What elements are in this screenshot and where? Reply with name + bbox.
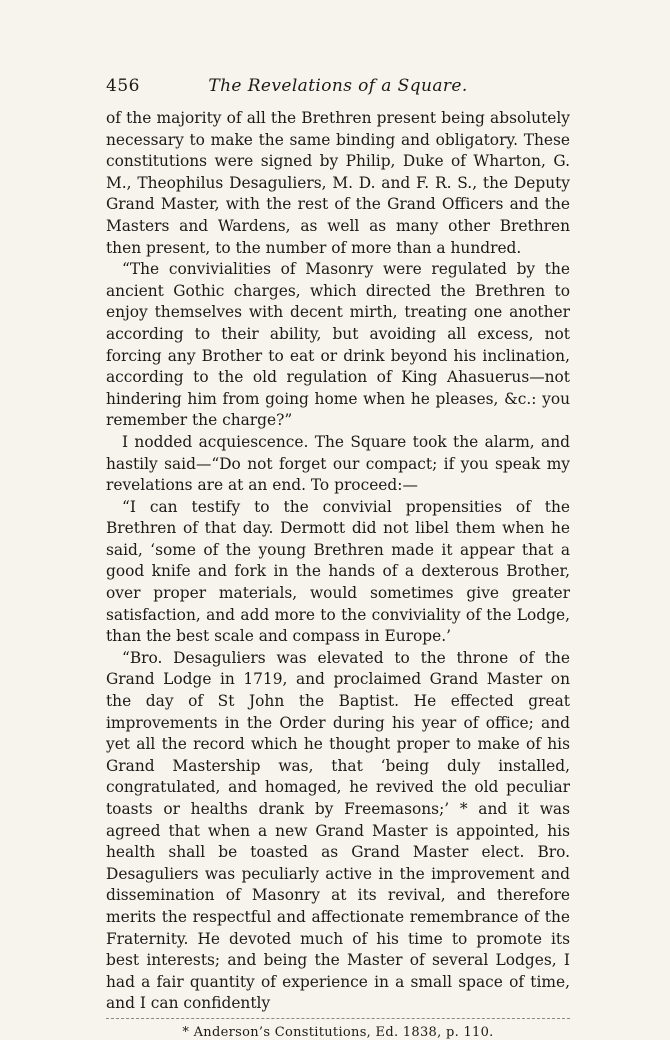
paragraph-desaguliers: “Bro. Desaguliers was elevated to the throne of the Grand Lodge in 1719, and proclaimed Grand Master on the day of St John the Baptist. He effected great improvements in the Order during his year of office; and yet all the record which he thought proper to make of his Grand Mastership was, that ‘being duly installed, congratulated, and homaged, he revived the old peculiar toasts or healths drank by Freemasons;’ * and it was agreed that when a new Grand Master is appointed, his health shall be toasted as Grand Master elect. Bro. Desaguliers was peculiarly active in the improvement and dissemination of Masonry at its revival, and therefore merits the respectful and affectionate remembrance of the Fraternity. He devoted much of his time to promote its best interests; and being the Master of several Lodges, I had a fair quantity of experience in a small space of time, and I can confidently (106, 648, 570, 1013)
body-text (106, 108, 570, 1015)
running-title: The Revelations of a Square. (208, 76, 468, 96)
book-page (106, 76, 570, 1040)
footnote-divider (106, 1018, 570, 1019)
footnote: * Anderson’s Constitutions, Ed. 1838, p. 110. (182, 1024, 494, 1040)
paragraph-continuation: of the majority of all the Brethren present being absolutely necessary to make the same binding and obligatory. These constitutions were signed by Philip, Duke of Wharton, G. M., Theophilus Desaguliers, M. D. and F. R. S., the Deputy Grand Master, with the rest of the Grand Officers and the Masters and Wardens, as well as many other Brethren then present, to the number of more than a hundred. (106, 109, 570, 257)
page-number: 456 (106, 76, 140, 96)
paragraph-convivialities: “The convivialities of Masonry were regulated by the ancient Gothic charges, which directed the Brethren to enjoy themselves with decent mirth, treating one another according to their ability, but avoiding all excess, not forcing any Brother to eat or drink beyond his inclination, according to the old regulation of King Ahasuerus—not hindering him from going home when he pleases, &c.: you remember the charge?” (106, 260, 570, 430)
page-header (106, 76, 570, 104)
paragraph-acquiescence: I nodded acquiescence. The Square took the alarm, and hastily said—“Do not forget our compact; if you speak my revelations are at an end. To proceed:— (106, 432, 570, 495)
paragraph-testify: “I can testify to the convivial propensities of the Brethren of that day. Dermott did not libel them when he said, ‘some of the young Brethren made it appear that a good knife and fork in the hands of a dexterous Brother, over proper materials, would sometimes give greater satisfaction, and add more to the conviviality of the Lodge, than the best scale and compass in Europe.’ (106, 497, 570, 646)
